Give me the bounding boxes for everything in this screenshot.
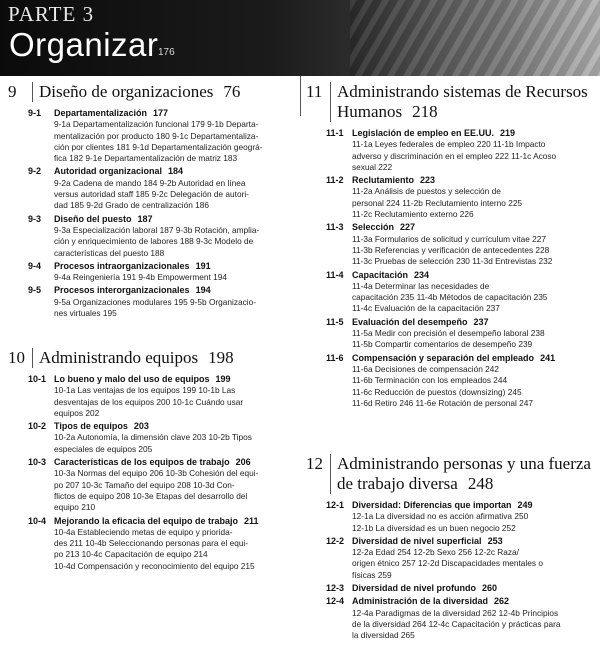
section-page: 262 (494, 596, 510, 607)
subsection-line: físicas 259 (352, 569, 392, 580)
section-title: Reclutamiento (352, 175, 415, 186)
chapter-page: 76 (223, 82, 241, 101)
section-heading (328, 353, 596, 364)
subsection-line: 9-3a Especialización laboral 187 9-3b Rotación, amplia- (54, 224, 260, 235)
part-header (0, 0, 600, 76)
toc-section (306, 317, 596, 351)
subsection-line: 11-6c Reducción de puestos (downsizing) 245 (352, 386, 522, 397)
subsection-line: 9-4a Reingeniería 191 9-4b Empowerment 194 (54, 272, 227, 283)
subsection-line: de la diversidad 264 12-4c Capacitación y prácticas para (352, 618, 561, 629)
subsection-line: 12-4a Paradigmas de la diversidad 262 12-4b Principios (352, 607, 559, 618)
subsection-line: características del puesto 188 (54, 247, 165, 258)
subsection-line: fica 182 9-1e Departamentalización de matriz 183 (54, 153, 238, 164)
chapter-page: 198 (208, 348, 234, 367)
subsection-line: 9-2a Cadena de mando 184 9-2b Autoridad en línea (54, 177, 246, 188)
section-number: 9-1 (28, 108, 42, 118)
subsection-line: 11-6a Decisiones de compensación 242 (352, 363, 499, 374)
section-heading (328, 175, 596, 186)
section-page: 241 (540, 352, 556, 363)
section-page: 203 (133, 421, 149, 432)
section-title: Departamentalización (54, 108, 148, 118)
section-title: Diversidad de nivel superficial (352, 535, 482, 546)
toc-section (306, 536, 596, 581)
chapter-title (32, 82, 240, 102)
subsection-line: desventajas de los equipos 200 10-1c Cuándo usar (54, 396, 244, 407)
section-title: Mejorando la eficacia del equipo de trabajo (54, 515, 239, 526)
section-heading (30, 108, 298, 119)
section-page: 184 (168, 166, 184, 177)
section-heading (328, 583, 596, 594)
section-heading (328, 317, 596, 328)
section-page: 253 (487, 535, 503, 546)
section-page: 194 (195, 285, 211, 296)
chapter-title (32, 348, 234, 368)
section-number: 9-3 (28, 213, 42, 224)
section-number: 11-6 (326, 352, 344, 363)
subsection-line: equipo 210 (54, 502, 96, 513)
toc-section (306, 500, 596, 534)
section-number: 10-1 (28, 374, 47, 384)
section-number: 12-2 (326, 535, 345, 546)
section-title: Procesos intraorganizacionales (54, 260, 190, 271)
chapter-number: 12 (306, 454, 323, 473)
chapter-10 (8, 348, 298, 572)
subsection-line: flictos de equipo 208 10-3e Etapas del desarrollo del (54, 490, 248, 501)
section-title: Procesos interorganizacionales (54, 285, 190, 296)
section-page: 249 (517, 500, 533, 510)
chapter-title (330, 82, 596, 122)
section-title: Capacitación (352, 269, 409, 280)
section-heading (30, 261, 298, 272)
subsection-line: ción por clientes 181 9-1d Departamentalización geográ- (54, 141, 263, 152)
part-page-number: 176 (158, 47, 175, 58)
section-heading (30, 516, 298, 527)
chapter-number: 11 (306, 82, 323, 101)
section-number: 12-4 (326, 596, 345, 607)
chapter-11 (306, 82, 596, 454)
section-title: Compensación y separación del empleado (352, 352, 535, 363)
section-title: Diversidad: Diferencias que importan (352, 500, 512, 510)
subsection-line: 10-2a Autonomía, la dimensión clave 203 10-2b Tipos (54, 432, 252, 443)
toc-section (8, 285, 298, 319)
subsection-line: la diversidad 265 (352, 630, 415, 641)
subsection-line: 10-1a Las ventajas de los equipos 199 10-1b Las (54, 385, 236, 396)
section-number: 10-2 (28, 421, 47, 432)
section-number: 11-2 (326, 175, 344, 186)
section-number: 12-3 (326, 583, 345, 594)
chapter-title (330, 454, 596, 494)
subsection-line: 9-5a Organizaciones modulares 195 9-5b Organizacio- (54, 296, 257, 307)
subsection-line: 11-5b Compartir comentarios de desempeño 239 (352, 339, 533, 350)
subsection-line: mentalización por producto 180 9-1c Departamentaliza- (54, 130, 259, 141)
section-number: 10-4 (28, 515, 47, 526)
subsection-line: des 211 10-4b Seleccionando personas para el equi- (54, 538, 249, 549)
subsection-line: 11-2a Análisis de puestos y selección de (352, 186, 501, 197)
section-title: Selección (352, 222, 395, 233)
section-number: 9-2 (28, 166, 42, 177)
chapter-heading (306, 82, 596, 122)
section-page: 211 (244, 515, 259, 526)
part-label: PARTE 3 (8, 2, 95, 26)
toc-section (306, 353, 596, 409)
toc-section (8, 374, 298, 419)
toc-section (8, 457, 298, 513)
subsection-line: equipos 202 (54, 407, 100, 418)
subsection-line: 11-4c Evaluación de la capacitación 237 (352, 303, 500, 314)
section-title: Diversidad de nivel profundo (352, 583, 477, 594)
section-title: Evaluación del desempeño (352, 316, 468, 327)
chapter-heading (306, 454, 596, 494)
section-heading (30, 421, 298, 432)
toc-section (306, 128, 596, 173)
section-number: 10-3 (28, 457, 47, 468)
toc-section (306, 222, 596, 267)
section-title: Autoridad organizacional (54, 166, 163, 177)
subsection-line: origen étnico 257 12-2d Discapacidades mentales o (352, 558, 543, 569)
section-page: 187 (137, 213, 153, 224)
toc-section (306, 175, 596, 220)
subsection-line: 10-4a Estableciendo metas de equipo y priorida- (54, 526, 233, 537)
subsection-line: 9-1a Departamentalización funcional 179 9-1b Departa- (54, 119, 259, 130)
column-divider (300, 76, 301, 116)
subsection-line: 11-6d Retiro 246 11-6e Rotación de personal 247 (352, 397, 533, 408)
section-heading (328, 270, 596, 281)
section-title: Tipos de equipos (54, 421, 128, 432)
section-page: 191 (195, 260, 211, 271)
section-page: 219 (500, 128, 516, 138)
section-title: Diseño del puesto (54, 213, 132, 224)
section-number: 9-4 (28, 260, 42, 271)
section-heading (328, 536, 596, 547)
subsection-line: 12-1a La diversidad no es acción afirmativa 250 (352, 511, 529, 522)
section-page: 199 (215, 374, 231, 384)
subsection-line: 12-2a Edad 254 12-2b Sexo 256 12-2c Raza/ (352, 547, 519, 558)
section-heading (328, 128, 596, 139)
subsection-line: po 207 10-3c Tamaño del equipo 208 10-3d Con- (54, 479, 235, 490)
subsection-line: personal 224 11-2b Reclutamiento interno 225 (352, 197, 523, 208)
section-heading (328, 500, 596, 511)
subsection-line: capacitación 235 11-4b Métodos de capacitación 235 (352, 292, 548, 303)
subsection-line: especiales de equipos 205 (54, 443, 153, 454)
chapter-12 (306, 454, 596, 642)
toc-section (8, 214, 298, 259)
subsection-line: sexual 222 (352, 161, 393, 172)
chapter-title-text: Administrando sistemas de Recursos Humanos (337, 82, 588, 121)
section-title: Lo bueno y malo del uso de equipos (54, 374, 210, 384)
subsection-line: 11-3b Referencias y verificación de antecedentes 228 (352, 244, 550, 255)
chapter-heading (8, 82, 298, 102)
toc-section (8, 108, 298, 164)
section-heading (328, 222, 596, 233)
chapter-number: 9 (8, 82, 17, 101)
section-heading (30, 457, 298, 468)
subsection-line: po 213 10-4c Capacitación de equipo 214 (54, 549, 208, 560)
subsection-line: nes virtuales 195 (54, 308, 117, 319)
section-title: Características de los equipos de trabajo (54, 457, 230, 468)
section-page: 227 (400, 222, 416, 233)
subsection-line: 11-6b Terminación con los empleados 244 (352, 375, 508, 386)
section-page: 206 (235, 457, 251, 468)
right-column (306, 82, 596, 644)
chapter-heading (8, 348, 298, 368)
section-number: 11-5 (326, 316, 344, 327)
header-photo (350, 0, 600, 76)
chapter-number: 10 (8, 348, 25, 367)
subsection-line: versus autoridad staff 185 9-2c Delegación de autori- (54, 189, 249, 200)
subsection-line: 12-1b La diversidad es un buen negocio 252 (352, 522, 516, 533)
toc-section (8, 261, 298, 284)
chapter-page: 218 (412, 102, 438, 121)
subsection-line: 11-2c Reclutamiento externo 226 (352, 209, 474, 220)
chapter-page: 248 (467, 474, 494, 493)
subsection-line: 11-3a Formularios de solicitud y currículum vitae 227 (352, 233, 546, 244)
section-heading (328, 596, 596, 607)
subsection-line: 10-4d Compensación y reconocimiento del equipo 215 (54, 560, 255, 571)
subsection-line: ción y enriquecimiento de labores 188 9-3c Modelo de (54, 236, 254, 247)
toc-section (8, 516, 298, 572)
section-page: 260 (482, 583, 498, 594)
section-heading (30, 214, 298, 225)
section-number: 9-5 (28, 285, 42, 296)
chapter-title-text: Diseño de organizaciones (39, 82, 214, 101)
section-title: Administración de la diversidad (352, 596, 489, 607)
section-page: 234 (414, 269, 430, 280)
section-number: 11-4 (326, 269, 344, 280)
toc-section (8, 166, 298, 211)
section-title: Legislación de empleo en EE.UU. (352, 128, 495, 138)
subsection-line: 11-4a Determinar las necesidades de (352, 280, 490, 291)
toc-section (306, 270, 596, 315)
toc-section (306, 583, 596, 594)
subsection-line: 11-5a Medir con precisión el desempeño laboral 238 (352, 328, 545, 339)
subsection-line: 11-1a Leyes federales de empleo 220 11-1b Impacto (352, 139, 546, 150)
section-page: 237 (473, 316, 489, 327)
section-number: 11-3 (326, 222, 344, 233)
subsection-line: adverso y discriminación en el empleo 222 11-1c Acoso (352, 150, 557, 161)
section-page: 223 (420, 175, 436, 186)
subsection-line: 11-3c Pruebas de selección 230 11-3d Entrevistas 232 (352, 256, 553, 267)
toc-section (306, 596, 596, 641)
toc-section (8, 421, 298, 455)
part-title: Organizar (9, 26, 159, 63)
subsection-line: dad 185 9-2d Grado de centralización 186 (54, 200, 209, 211)
section-number: 11-1 (326, 128, 344, 138)
chapter-title-text: Administrando equipos (39, 348, 199, 367)
section-page: 177 (153, 108, 169, 118)
section-number: 12-1 (326, 500, 345, 510)
section-heading (30, 166, 298, 177)
section-heading (30, 285, 298, 296)
chapter-9 (8, 82, 298, 348)
left-column (8, 82, 298, 574)
subsection-line: 10-3a Normas del equipo 206 10-3b Cohesión del equi- (54, 468, 259, 479)
section-heading (30, 374, 298, 385)
chapter-title-text: Administrando personas y una fuerza de trabajo diversa (337, 454, 591, 493)
